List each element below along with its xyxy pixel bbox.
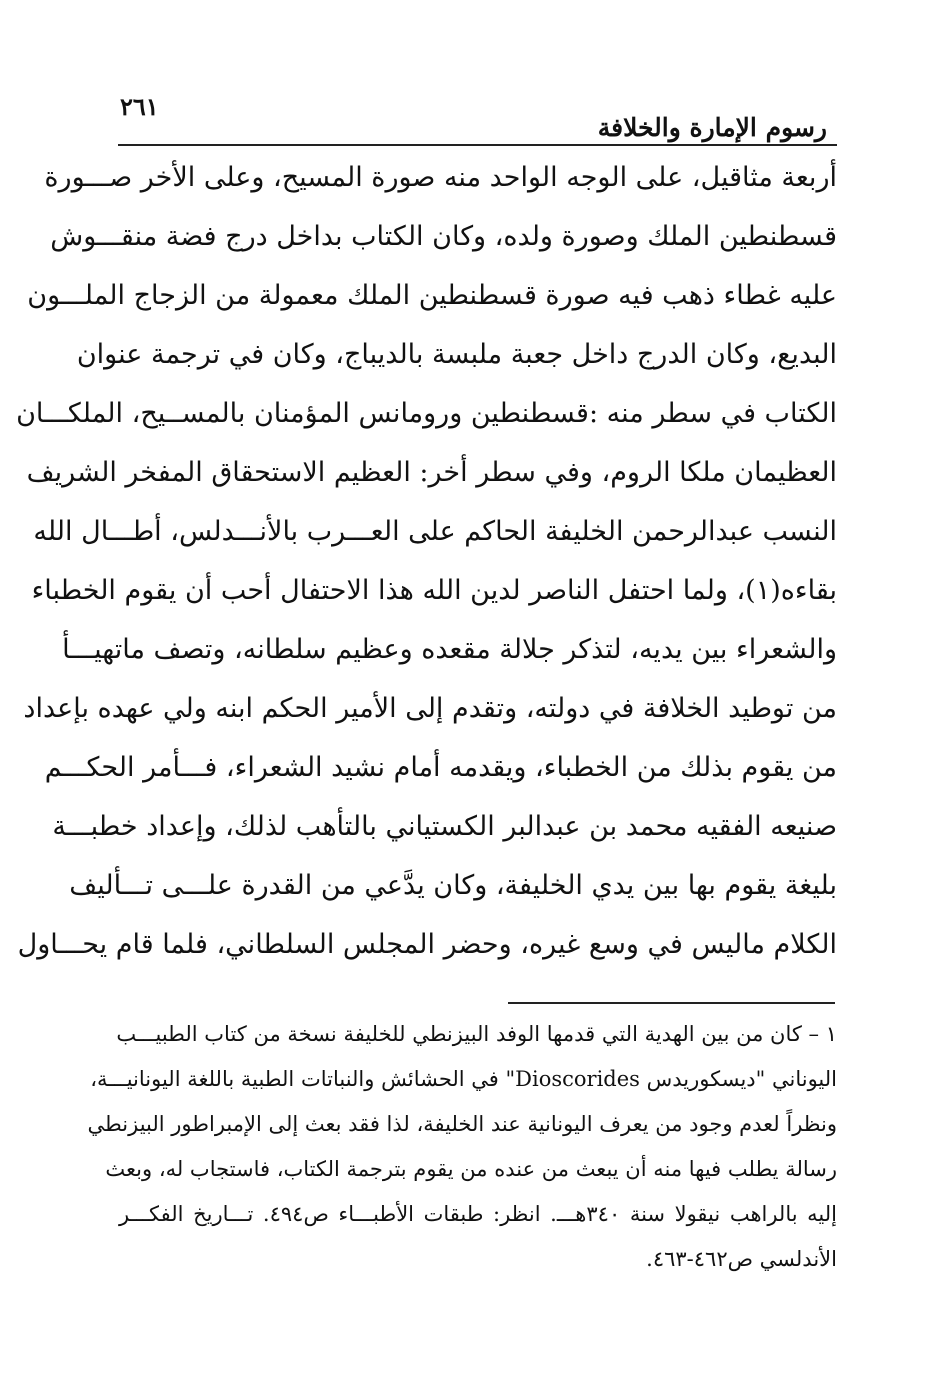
footnote-line: اليوناني "ديسكوريدس Dioscorides" في الحشائش والنباتات الطبية باللغة اليونانيـــة، <box>90 1067 837 1091</box>
footnote-line: ١ – كان من بين الهدية التي قدمها الوفد البيزنطي للخليفة نسخة من كتاب الطبيـــب <box>116 1022 837 1046</box>
header-divider <box>118 144 837 146</box>
body-line: بليغة يقوم بها بين يدي الخليفة، وكان يدَّعي من القدرة علـــى تـــأليف <box>69 870 837 901</box>
body-text <box>16 148 837 974</box>
body-line: قسطنطين الملك وصورة ولده، وكان الكتاب بداخل درج فضة منقـــوش <box>50 221 837 252</box>
footnote-line: إليه بالراهب نيقولا سنة ٣٤٠هـــ. انظر: طبقات الأطبـــاء ص٤٩٤. تـــاريخ الفكـــر <box>119 1202 837 1226</box>
body-line: النسب عبدالرحمن الخليفة الحاكم على العـــرب بالأنـــدلس، أطـــال الله <box>33 516 837 547</box>
body-line: من يقوم بذلك من الخطباء، ويقدمه أمام نشيد الشعراء، فـــأمر الحكـــم <box>44 752 837 783</box>
running-title: رسوم الإمارة والخلافة <box>597 113 827 142</box>
footnote-divider <box>508 1002 835 1004</box>
body-line: من توطيد الخلافة في دولته، وتقدم إلى الأمير الحكم ابنه ولي عهده بإعداد <box>23 693 837 724</box>
footnotes <box>87 1012 837 1282</box>
footnote-line: ونظراً لعدم وجود من يعرف اليونانية عند الخليفة، لذا فقد بعث إلى الإمبراطور البيزنطي <box>87 1112 837 1136</box>
body-line: العظيمان ملكا الروم، وفي سطر أخر: العظيم الاستحقاق المفخر الشريف <box>26 457 837 488</box>
body-line: أربعة مثاقيل، على الوجه الواحد منه صورة المسيح، وعلى الأخر صـــورة <box>44 162 837 193</box>
body-line: الكلام ماليس في وسع غيره، وحضر المجلس السلطاني، فلما قام يحـــاول <box>17 929 837 960</box>
body-line: الكتاب في سطر منه :قسطنطين ورومانس المؤمنان بالمســيح، الملكـــان <box>16 398 837 429</box>
body-line: بقاءه(١)، ولما احتفل الناصر لدين الله هذا الاحتفال أحب أن يقوم الخطباء <box>31 575 837 606</box>
body-line: عليه غطاء ذهب فيه صورة قسطنطين الملك معمولة من الزجاج الملـــون <box>27 280 837 311</box>
footnote-line: الأندلسي ص٤٦٢-٤٦٣. <box>646 1247 837 1271</box>
page-number: ٢٦١ <box>120 92 159 121</box>
body-line: والشعراء بين يديه، لتذكر جلالة مقعده وعظيم سلطانه، وتصف ماتهيـــأ <box>62 634 837 665</box>
body-line: صنيعه الفقيه محمد بن عبدالبر الكستياني بالتأهب لذلك، وإعداد خطبـــة <box>52 811 837 842</box>
footnote-line: رسالة يطلب فيها منه أن يبعث من عنده من يقوم بترجمة الكتاب، فاستجاب له، وبعث <box>105 1157 837 1181</box>
body-line: البديع، وكان الدرج داخل جعبة ملبسة بالديباج، وكان في ترجمة عنوان <box>76 339 837 370</box>
